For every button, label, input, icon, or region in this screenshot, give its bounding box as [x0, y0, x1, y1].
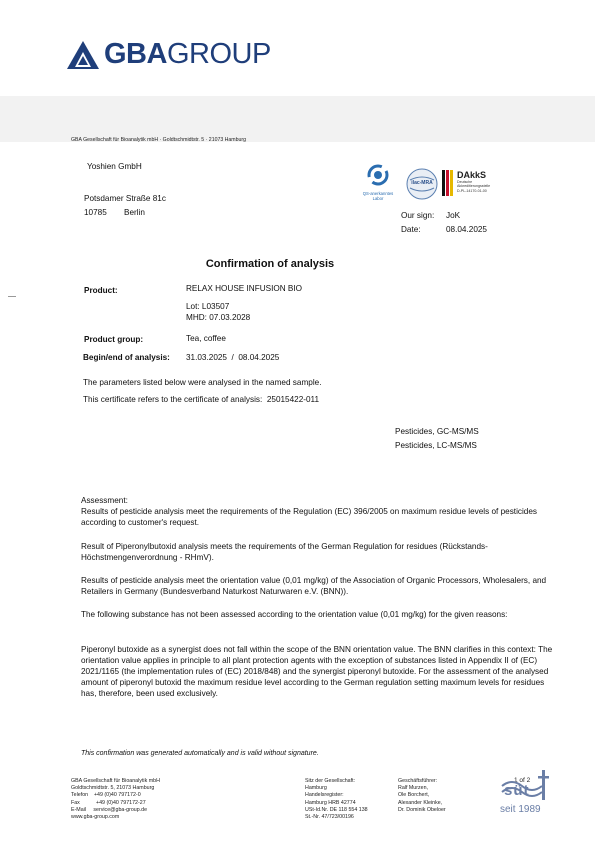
product-mhd: MHD: 07.03.2028	[186, 313, 251, 322]
assessment-paragraph-2: Result of Piperonylbutoxid analysis meets the requirements of the German Regulation for residues (Rückstands-Höchstmengenverordnung - RHmV).	[81, 542, 488, 562]
qs-logo	[360, 164, 396, 204]
fold-mark	[8, 296, 16, 297]
footer-line: Handelsregister:	[305, 792, 344, 799]
header-band	[0, 96, 595, 142]
qs-seal-icon	[367, 164, 389, 186]
product-group-value: Tea, coffee	[186, 334, 226, 343]
footer-line: Hamburg HRB 42774	[305, 799, 356, 806]
our-sign-label: Our sign:	[401, 211, 435, 220]
recipient-city: Berlin	[124, 208, 145, 217]
footer-address	[71, 778, 160, 821]
assessment-paragraph-3: Results of pesticide analysis meet the orientation value (0,01 mg/kg) of the Association of Organic Processors, Wholesalers, and Retailers in Germany (Bundesverband Naturkost Naturwaren e.V. (BNN)).	[81, 576, 547, 596]
sut-since: seit 1989	[500, 804, 541, 815]
footer-line: Geschäftsführer:	[398, 778, 438, 784]
company-logo	[66, 38, 271, 71]
footer-line: Ralf Murzen,	[398, 785, 429, 792]
dakks-sub3: D-PL-14170-01-00	[457, 188, 487, 193]
qs-label: QS-anerkanntes Labor	[362, 191, 394, 201]
page-number: 1 of 2	[514, 777, 531, 784]
footer-line: GBA Gesellschaft für Bioanalytik mbH	[71, 778, 160, 784]
assessment-paragraph-4: The following substance has not been assessed according to the orientation value (0,01 mg/kg) for the given reasons:	[81, 610, 508, 619]
footer-line: www.gba-group.com	[71, 814, 120, 821]
certificate-reference: This certificate refers to the certificate of analysis: 25015422-011	[83, 395, 320, 404]
footer-line: Ole Borchert,	[398, 792, 430, 799]
date-label: Date:	[401, 225, 421, 234]
gba-triangle-logo-icon	[66, 40, 100, 70]
footer-line: Sitz der Gesellschaft:	[305, 778, 356, 784]
footer-line: E-Mail service@gba-group.de	[71, 806, 148, 813]
method-lc: Pesticides, LC-MS/MS	[395, 441, 477, 450]
footer-management	[398, 778, 446, 814]
logo-wordmark: GBAGROUP	[104, 38, 271, 70]
product-name: RELAX HOUSE INFUSION BIO	[186, 284, 303, 293]
footer-line: Fax +49 (0)40 797172-27	[71, 799, 146, 806]
date-value: 08.04.2025	[446, 225, 487, 234]
assessment-paragraph-1: Results of pesticide analysis meet the requirements of the Regulation (EC) 396/2005 on maximum residue levels of pesticides according to customer's request.	[81, 507, 538, 527]
footer-line: Telefon +49 (0)40 797172-0	[71, 792, 141, 799]
sut-wordmark: süt	[504, 782, 530, 799]
dakks-logo	[442, 170, 522, 202]
analysis-period-value: 31.03.2025 / 08.04.2025	[186, 353, 280, 362]
footer-line: Hamburg	[305, 785, 327, 792]
recipient-zip: 10785	[84, 208, 107, 217]
product-group-label: Product group:	[84, 335, 144, 344]
dakks-sub1: Deutsche	[457, 180, 473, 184]
assessment-heading: Assessment:	[81, 496, 128, 505]
recipient-street: Potsdamer Straße 81c	[84, 194, 166, 203]
dakks-label: DAkkS	[457, 170, 487, 180]
auto-generated-note: This confirmation was generated automatically and is valid without signature.	[81, 750, 319, 757]
product-lot: Lot: L03507	[186, 302, 230, 311]
parameters-statement: The parameters listed below were analysed in the named sample.	[83, 378, 322, 387]
our-sign-value: JoK	[446, 211, 461, 220]
sender-line: GBA Gesellschaft für Bioanalytik mbH · Goldtschmidtstr. 5 · 21073 Hamburg	[71, 137, 247, 143]
analysis-period-label: Begin/end of analysis:	[83, 353, 170, 362]
dakks-flag-icon	[442, 170, 454, 196]
product-label: Product:	[84, 286, 118, 295]
recipient-name: Yoshien GmbH	[87, 162, 142, 171]
footer-line: Goldtschmidtstr. 5, 21073 Hamburg	[71, 785, 155, 792]
footer-line: Dr. Dominik Obeloer	[398, 806, 446, 813]
document-title: Confirmation of analysis	[205, 258, 335, 270]
assessment-paragraph-5: Piperonyl butoxide as a synergist does not fall within the scope of the BNN orientation value. The BNN clarifies in this context: The orientation value applies in principle to all plant protection agents with the exception of substances listed in Appendix II of (EC) 2021/1165 (the implementation rules of (EC) 2018/848) and the synergist piperonyl butoxide. For the assessment of the analysed amount of piperonyl butoxid the maximum residue level according to the German regulation setting maximum levels for residues has, therefore, been used exclusively.	[81, 645, 553, 698]
footer-line: Alexander Kleinke,	[398, 799, 443, 806]
footer-line: St.-Nr. 47/723/00196	[305, 814, 354, 821]
ilac-label: ilac-MRA	[411, 180, 433, 186]
ilac-logo	[406, 168, 438, 200]
footer-line: USt-Id.Nr. DE 118 554 138	[305, 806, 368, 813]
sut-badge	[498, 768, 554, 818]
dakks-sub2: Akkreditierungsstelle	[457, 184, 491, 189]
footer-registration	[305, 778, 368, 821]
method-gc: Pesticides, GC-MS/MS	[395, 427, 479, 436]
